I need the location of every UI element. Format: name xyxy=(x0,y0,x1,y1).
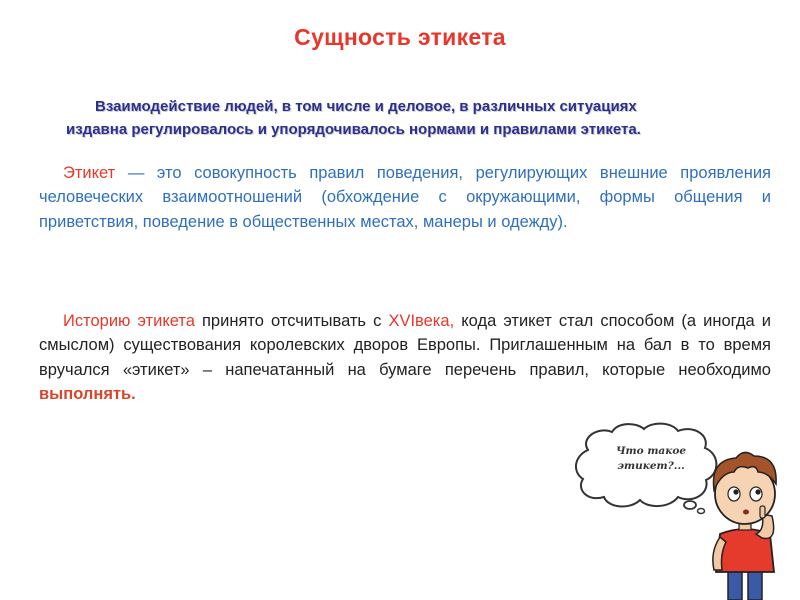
definition-paragraph xyxy=(39,161,771,234)
definition-text: — это совокупность правил поведения, регулирующих внешние проявления человеческих взаимоотношений (обхождение с окружающими, формы общения и приветствия, поведение в общественных местах, манеры и одежду). xyxy=(39,164,771,231)
bubble-line-1: Что такое xyxy=(615,445,687,457)
bubble-line-2: этикет?... xyxy=(617,460,685,472)
intro-line-2: издавна регулировалось и упорядочивалось нормами и правилами этикета. xyxy=(66,121,641,138)
intro-block xyxy=(40,95,760,141)
history-text-2: кода этикет стал способом (а иногда и смыслом) существования королевских дворов Европы. Приглашенным на бал в то время вручался «этикет» – напечатанный на бумаге перечень правил, которые необходимо xyxy=(39,312,771,379)
history-paragraph xyxy=(39,309,771,407)
intro-line-1: Взаимодействие людей, в том числе и деловое, в различных ситуациях xyxy=(95,98,637,115)
page-title: Сущность этикета xyxy=(294,24,506,50)
history-end: выполнять. xyxy=(39,385,136,404)
history-century: XVIвека, xyxy=(388,312,455,330)
history-text-1: принято отсчитывать с xyxy=(194,312,389,330)
history-lead: Историю этикета xyxy=(63,312,195,330)
bubble-text xyxy=(608,444,694,474)
thinking-boy-icon xyxy=(690,442,800,600)
definition-term: Этикет xyxy=(63,164,116,182)
